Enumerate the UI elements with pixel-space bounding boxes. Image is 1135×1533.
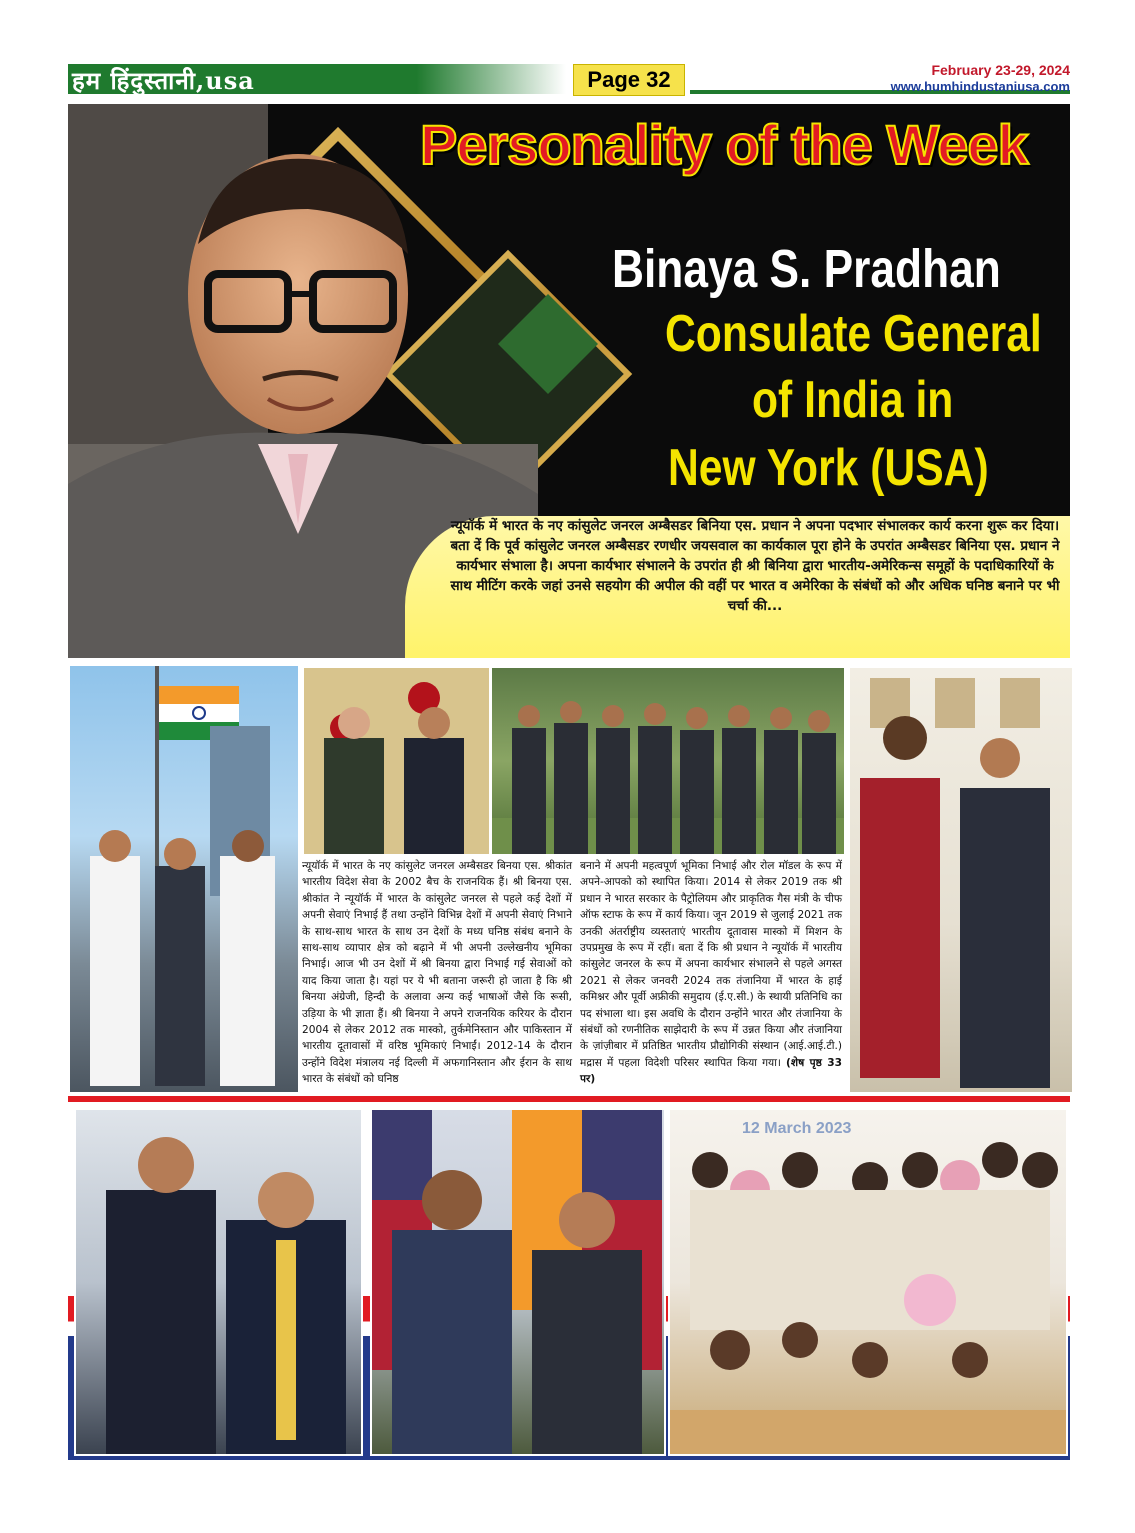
article-column-2-text: बनाने में अपनी महत्वपूर्ण भूमिका निभाई और रोल मॉडल के रूप में अपने-आपको को स्थापित किया। 2014 से लेकर 2019 तक श्री प्रधान ने भारत सरकार के पैट्रोलियम और प्राकृतिक गैस मंत्री के चीफ ऑफ स्टाफ के रूप में कार्य किया। जून 2019 से जुलाई 2021 तक उनकी अंतर्राष्ट्रीय व्यस्तताएं भारतीय दूतावास मास्को में मिशन के उपप्रमुख के रूप में रहीं। बता दें कि श्री प्रधान ने न्यूयॉर्क में भारतीय कांसुलेट जनरल के रूप में अपना कार्यभार संभालने से पहले अगस्त 2021 से लेकर जनवरी 2024 तक तंजानिया में भारत के हाई कमिश्नर और पूर्वी अफ्रीकी समुदाय (ई.ए.सी.) के स्थायी प्रतिनिधि का पद संभाला था। इस अवधि के दौरान उन्होंने भारत और तंजानिया के संबंधों को रणनीतिक साझेदारी के रूप में उन्नत किया और तंजानिया के ज़ांज़ीबार में प्रतिष्ठित भारतीय प्रौद्योगिकी संस्थान (आई.आई.टी.) मद्रास में पहला विदेशी परिसर स्थापित किया गया। <box>580 860 842 1069</box>
holi-photo-art <box>670 1110 1066 1454</box>
naval-photo-art <box>70 666 298 1092</box>
page-number-badge: Page 32 <box>573 64 685 96</box>
photo-date-caption: 12 March 2023 <box>742 1120 852 1137</box>
photo-group-delegation <box>490 666 846 856</box>
photo-cultural-gift <box>848 666 1074 1094</box>
group-photo-art <box>492 668 844 854</box>
article-column-1: न्यूयॉर्क में भारत के नए कांसुलेट जनरल अम्बैसडर बिनया एस. श्रीकांत भारतीय विदेश सेवा के 2002 बैच के राजनयिक हैं। श्री बिनया एस. श्रीकांत ने न्यूयॉर्क में भारत के कांसुलेट जनरल से पहले कई देशों में अपनी सेवाएं निभाई हैं तथा उन्होंने विभिन्न देशों में अपनी सेवाएं निभाने के साथ-साथ भारत के साथ उन देशों के मध्य घनिष्ठ संबंध बनाने के साथ-साथ व्यापार क्षेत्र को बढ़ाने में भी अपनी उल्लेखनीय भूमिका निभाई। आज भी उन देशों में श्री बिनया द्वारा निभाई गई सेवाओं को याद किया जाता है। यहां पर ये भी बताना जरूरी हो जाता है कि श्री बिनया अंग्रेजी, हिन्दी के अलावा अन्य कई भाषाओं जैसे कि रूसी, उड़िया के भी ज्ञाता हैं। श्री बिनया ने अपने राजनयिक करियर के दौरान 2004 से लेकर 2012 तक मास्को, तुर्कमेनिस्तान और पाकिस्तान में भारतीय दूतावासों में वरिष्ठ भूमिकाएं निभाईं। 2012-14 के दौरान उन्होंने विदेश मंत्रालय नई दिल्ली में अफगानिस्तान और ईरान के साथ भारत के संबंधों को घनिष्ठ <box>302 860 572 1086</box>
photo-handshake <box>302 666 491 856</box>
photo-flags-meeting <box>370 1108 666 1456</box>
issue-date: February 23-29, 2024 <box>931 62 1070 78</box>
gift-photo-art <box>850 668 1072 1092</box>
handshake-event-photo-art <box>76 1110 361 1454</box>
band-top-rule <box>68 1096 1070 1102</box>
handshake-photo-art <box>304 668 489 854</box>
role-line-1: Consulate General <box>665 305 1042 363</box>
photo-holi-celebration <box>668 1108 1068 1456</box>
flags-photo-art <box>372 1110 664 1454</box>
continued-note: (शेष पृष्ठ 33 पर) <box>580 1056 842 1086</box>
role-line-2: of India in <box>752 371 954 429</box>
masthead-title: हम हिंदुस्तानी,usa <box>72 66 255 95</box>
role-line-3: New York (USA) <box>668 439 989 497</box>
intro-text: न्यूयॉर्क में भारत के नए कांसुलेट जनरल अम्बैसडर बिनिया एस. प्रधान ने अपना पदभार संभालकर कार्य करना शुरू कर दिया। बता दें कि पूर्व कांसुलेट जनरल अम्बैसडर रणधीर जयसवाल का कार्यकाल पूरा होने के उपरांत अम्बैसडर बिनिया एस. प्रधान ने कार्यभार संभाला है। अपना कार्यभार संभालने के उपरांत ही श्री बिनिया द्वारा भारतीय-अमेरिकन्स समूहों के पदाधिकारियों के साथ मीटिंग करके जहां उनसे सहयोग की अपील की वहीं पर भारत व अमेरिका के संबंधों को और अधिक घनिष्ठ बनाने पर भी चर्चा की... <box>450 518 1060 614</box>
section-title: Personality of the Week <box>420 113 1028 176</box>
article-column-2 <box>580 858 842 1088</box>
photo-two-men-handshake <box>74 1108 363 1456</box>
website-link[interactable]: www.humhindustaniusa.com <box>890 79 1070 94</box>
personality-name: Binaya S. Pradhan <box>612 239 1001 299</box>
photo-naval-officers <box>68 664 300 1094</box>
